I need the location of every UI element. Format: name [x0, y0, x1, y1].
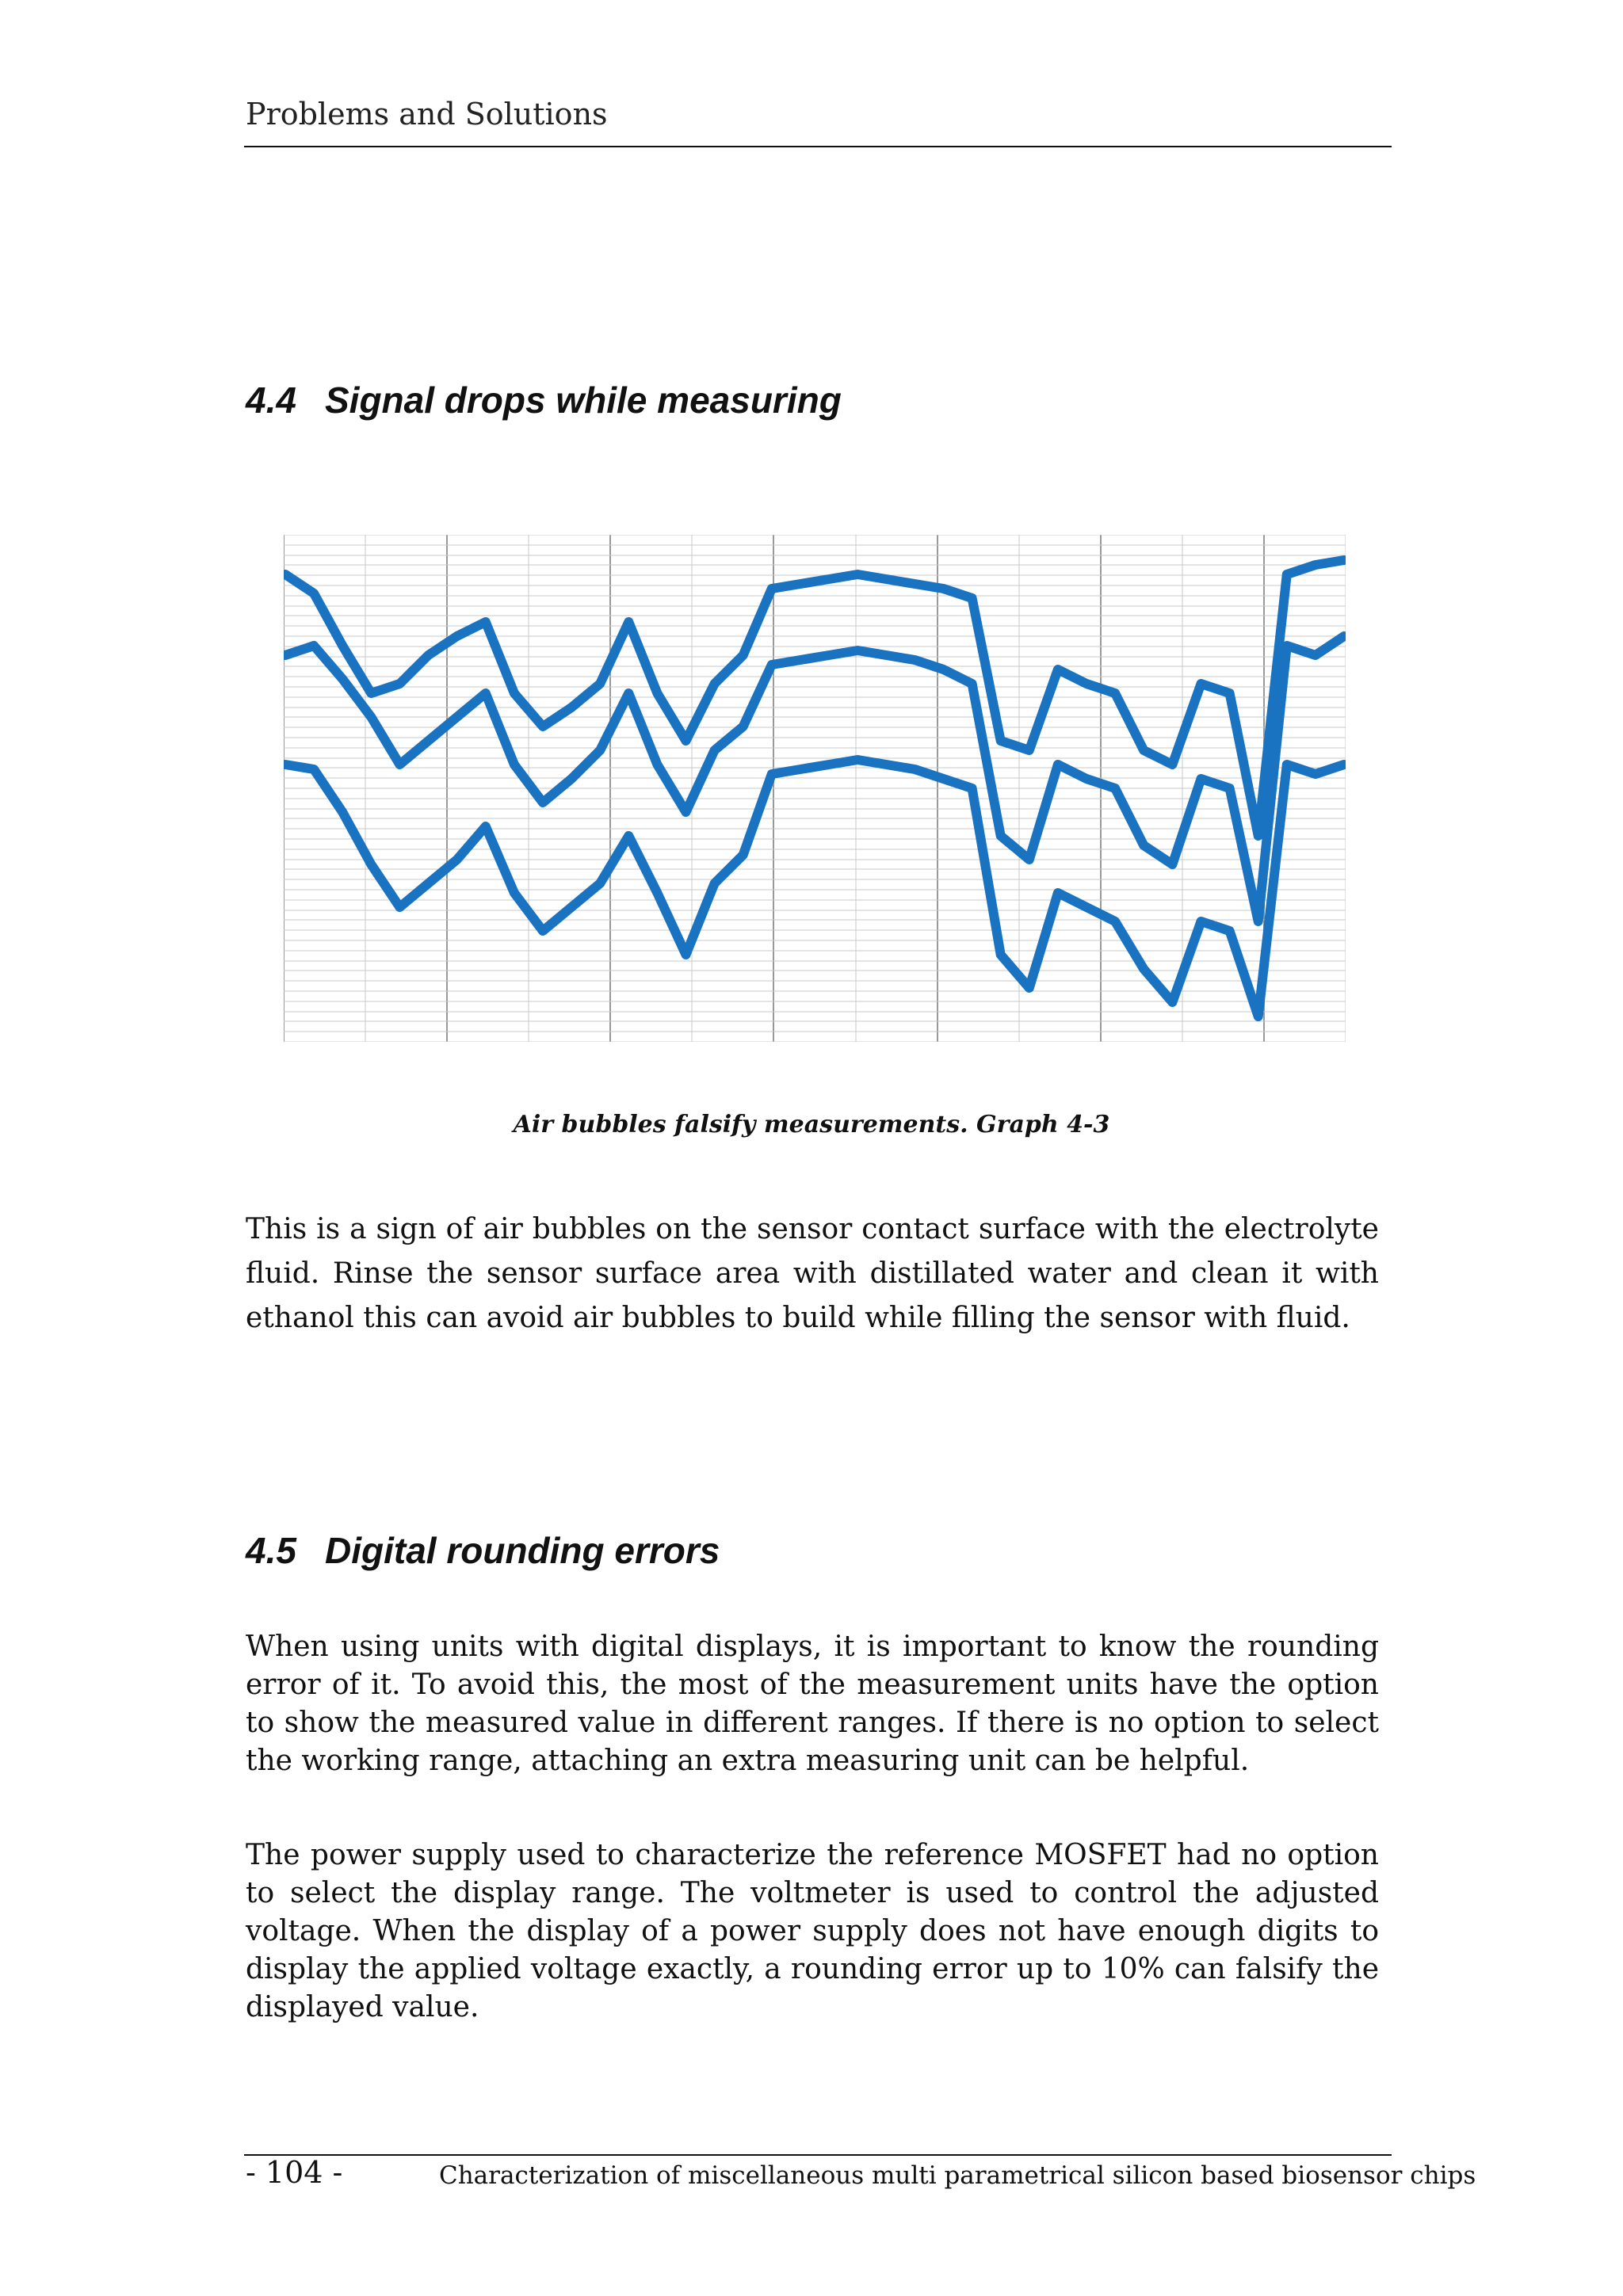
signal-graph-svg	[284, 535, 1346, 1042]
section-number: 4.5	[246, 1530, 296, 1571]
paragraph-digital-displays: When using units with digital displays, it is important to know the rounding error of it. To avoid this, the most of the measurement units have the option to show the measured value in different ranges. If there is no option to select the working range, attaching an extra measuring unit can be helpful.	[246, 1630, 1379, 1777]
page-number: - 104 -	[246, 2155, 343, 2190]
signal-series-1	[285, 560, 1344, 836]
section-number: 4.4	[246, 379, 296, 421]
running-header: Problems and Solutions	[246, 97, 608, 132]
figure-caption: Air bubbles falsify measurements. Graph 4-3	[513, 1111, 1110, 1138]
section-title: Signal drops while measuring	[325, 379, 842, 421]
footer-rule	[244, 2154, 1392, 2156]
section-heading-4-5	[246, 1529, 1434, 1572]
signal-graph	[284, 535, 1346, 1042]
footer-document-title: Characterization of miscellaneous multi parametrical silicon based biosensor chips	[439, 2161, 1476, 2190]
paragraph-air-bubbles: This is a sign of air bubbles on the sensor contact surface with the electrolyte fluid. Rinse the sensor surface area with distillated water and clean it with ethanol this can avoid air bubbles to build while filling the sensor with fluid.	[246, 1213, 1379, 1334]
section-title: Digital rounding errors	[325, 1530, 720, 1571]
signal-series-2	[285, 636, 1344, 921]
header-rule	[244, 146, 1392, 147]
section-heading-4-4	[246, 379, 1434, 421]
paragraph-power-supply: The power supply used to characterize the reference MOSFET had no option to select the display range. The voltmeter is used to control the adjusted voltage. When the display of a power supply does not have enough digits to display the applied voltage exactly, a rounding error up to 10% can falsify the displayed value.	[246, 1839, 1379, 2023]
